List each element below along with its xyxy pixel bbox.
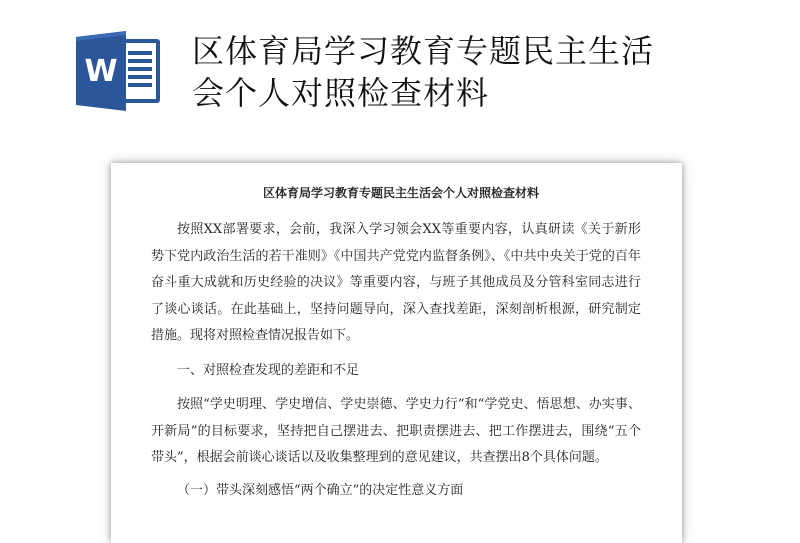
paragraph-requirements: 按照“学史明理、学史增信、学史崇德、学史力行”和“学党史、悟思想、办实事、开新局”的目标要求，坚持把自己摆进去、把职责摆进去、把工作摆进去，围绕“五个带头”，根据会前谈心谈话以及收集整理到的意见建议，共查摆出8个具体问题。: [151, 397, 641, 465]
document-page: [111, 163, 682, 543]
document-title: 区体育局学习教育专题民主生活会个人对照检查材料: [262, 186, 539, 200]
page-title-line-2: 会个人对照检查材料: [192, 74, 490, 112]
document-body: [151, 183, 641, 504]
page-title-line-1: 区体育局学习教育专题民主生活: [192, 32, 655, 70]
section-heading-1: 一、对照检查发现的差距和不足: [177, 362, 360, 378]
word-document-icon: [74, 31, 164, 111]
paragraph-intro: 按照XX部署要求，会前，我深入学习领会XX等重要内容，认真研读《关于新形势下党内政治生活的若干准则》《中国共产党党内监督条例》、《中共中央关于党的百年奋斗重大成就和历史经验的决议》等重要内容，与班子其他成员及分管科室同志进行了谈心谈话。在此基础上，坚持问题导向，深入查找差距，深刻剖析根源，研究制定措施。现将对照检查情况报告如下。: [151, 222, 641, 343]
header: [0, 0, 800, 150]
word-letter: W: [84, 54, 118, 89]
page-title: [192, 30, 752, 114]
subsection-heading-1: （一）带头深刻感悟“两个确立”的决定性意义方面: [177, 482, 464, 498]
